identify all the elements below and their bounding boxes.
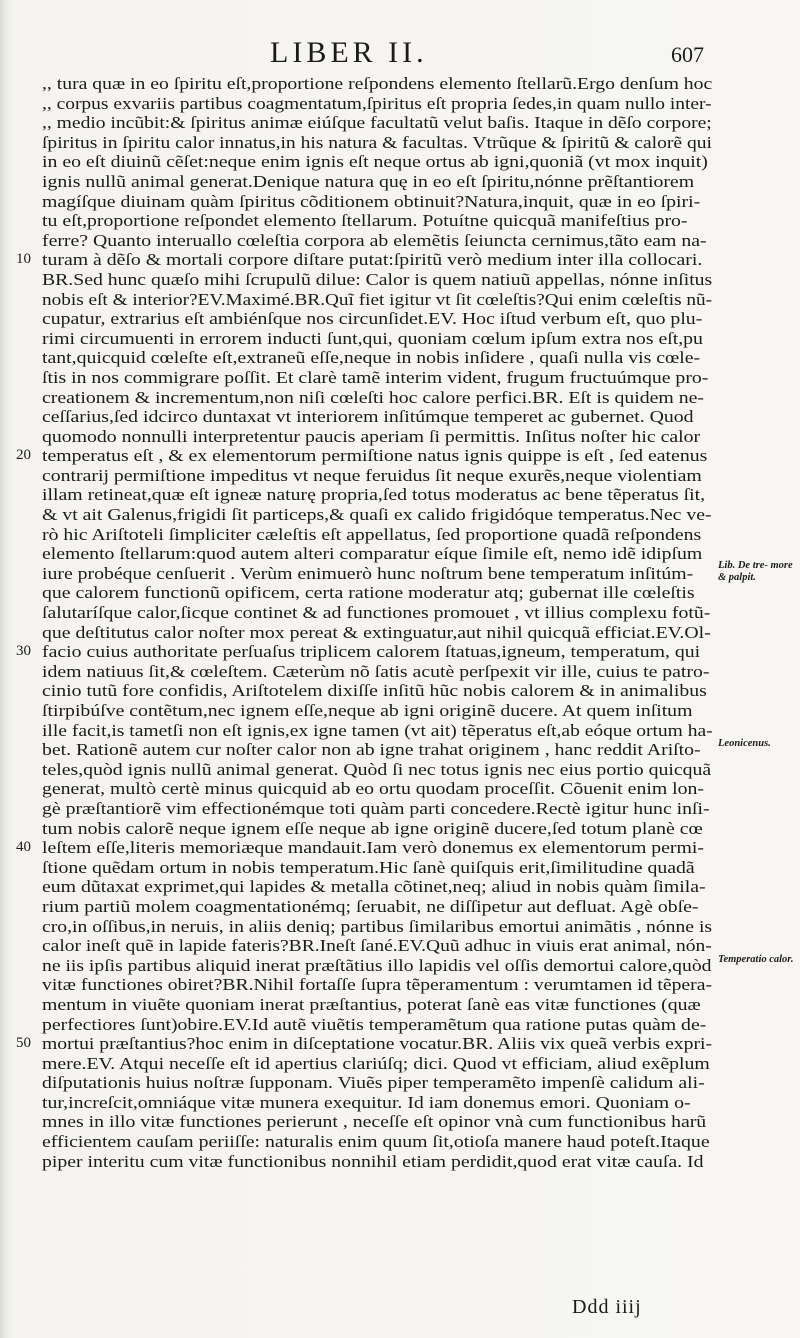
text-line — [42, 133, 712, 153]
line-text: tant,quicquid cœleſte eſt,extraneũ eſſe,neque in nobis inſidere , quaſi nulla vis cœle- — [42, 348, 701, 368]
line-text: ceſſarius,ſed idcirco duntaxat vt interiorem inſitúmque temperet ac gubernet. Quod — [42, 407, 694, 427]
text-line — [42, 1054, 712, 1074]
text-line — [42, 211, 712, 231]
line-text: cro,in oſſibus,in neruis, in aliis deniq; partibus ſimilaribus emortui animãtis , nónne is — [42, 916, 713, 936]
text-line — [42, 701, 712, 721]
text-line — [42, 956, 712, 976]
line-text: ignis nullũ animal generat.Denique natura quę in eo eſt ſpiritu,nónne prẽſtantiorem — [42, 171, 695, 191]
text-line — [42, 466, 712, 486]
text-line — [42, 113, 712, 133]
line-text: magíſque diuinam quàm ſpiritus cõditionem obtinuit?Natura,inquit, quæ in eo ſpiri- — [42, 191, 701, 211]
line-text: contrarij permiſtione impeditus vt neque feruidus ſit neque exurẽs,neque violentiam — [42, 465, 702, 485]
line-text: gè præſtantiorẽ vim effectionémque toti quàm parti concedere.Rectè igitur hunc inſi- — [42, 798, 710, 818]
text-line — [42, 407, 712, 427]
text-line — [42, 94, 712, 114]
text-line — [42, 152, 712, 172]
line-text: ſpiritus in ſpiritu calor innatus,in his natura & facultas. Vtrũque & ſpiritũ & calorẽ qui — [42, 132, 712, 152]
line-text: rimi circumuenti in errorem inducti ſunt,qui, quoniam cœlum ipſum extra nos eſt,pu — [42, 328, 703, 348]
text-line — [42, 231, 712, 251]
text-line — [42, 917, 712, 937]
line-number: 10 — [16, 251, 31, 268]
text-line — [42, 525, 712, 545]
line-text: mentum in viuẽte quoniam inerat præſtantius, poterat ſanè eas vitæ functiones (quæ — [42, 994, 701, 1014]
text-line — [16, 838, 712, 858]
line-number: 40 — [16, 839, 31, 856]
line-text: leſtem eſſe,literis memoriæque mandauit.Iam verò donemus ex elementorum permi- — [42, 838, 704, 858]
line-text: mere.EV. Atqui neceſſe eſt id apertius clariúſq; dici. Quod vt efficiam, aliud exẽplum — [42, 1053, 710, 1073]
text-line — [42, 779, 712, 799]
text-line — [42, 721, 712, 741]
line-text: piper interitu cum vitæ functionibus nonnihil etiam perdidit,quod erat vitæ cauſa. Id — [42, 1151, 704, 1171]
text-line — [42, 348, 712, 368]
line-text: generat, multò certè minus quicquid ab eo ortu quodam proceſſit. Cõuenit enim lon- — [42, 779, 704, 799]
text-line — [42, 877, 712, 897]
line-text: facio cuius authoritate perſuaſus triplicem calorem ſtatuas,igneum, temperatum, qui — [42, 642, 701, 662]
line-text: eum dũtaxat exprimet,qui lapides & metalla cõtinet,neq; aliud in nobis quàm ſimila- — [42, 877, 706, 897]
line-text: rò hic Ariſtoteli ſimpliciter cæleſtis eſt appellatus, ſed proportione quadã reſpondens — [42, 524, 702, 544]
line-text: illam retineat,quæ eſt igneæ naturę propria,ſed totus moderatus ac bene tẽperatus ſit, — [42, 485, 706, 505]
text-line — [42, 897, 712, 917]
line-number: 50 — [16, 1035, 31, 1052]
line-text: iure probéque cenſuerit . Verùm enimuerò hunc noſtrum bene temperatum inſitúm- — [42, 563, 694, 583]
line-text: ,, corpus exvariis partibus coagmentatum,ſpiritus eſt propria ſedes,in quam nullo inter- — [42, 93, 712, 113]
line-text: turam à dẽſo & mortali corpore diſtare putat:ſpiritũ verò medium inter illa collocari. — [42, 250, 703, 270]
line-text: tu eſt,proportione reſpondet elemento ſtellarum. Potuítne quicquã manifeſtius pro- — [42, 211, 688, 231]
text-line — [42, 192, 712, 212]
page-header — [0, 36, 800, 76]
text-line — [42, 564, 712, 584]
line-text: diſputationis huius noſtræ ſupponam. Viuẽs piper temperamẽto impenſè calidum ali- — [42, 1073, 705, 1093]
text-line — [42, 388, 712, 408]
text-line — [42, 368, 712, 388]
line-text: perfectiores ſunt)obire.EV.Id autẽ viuẽtis temperamẽtum qua ratione putas quàm de- — [42, 1014, 707, 1034]
text-line — [42, 270, 712, 290]
line-text: que deſtitutus calor noſter mox pereat & extinguatur,aut nihil quicquã efficiat.EV.Ol- — [42, 622, 711, 642]
line-text: ſtirpibúſve contẽtum,nec ignem eſſe,neque ab igni originẽ ducere. At quem inſitum — [42, 701, 693, 720]
line-text: & vt ait Galenus,frigidi ſit particeps,& quaſi ex calido frigidóque temperatus.Nec ve- — [42, 505, 712, 525]
line-text: vitæ functiones obiret?BR.Nihil fortaſſe ſupra tẽperamentum : verumtamen id tẽpera- — [42, 975, 713, 995]
text-line — [42, 975, 712, 995]
text-line — [42, 1073, 712, 1093]
line-text: temperatus eſt , & ex elementorum permiſtione natus ignis quippe is eſt , ſed eatenus — [42, 446, 708, 466]
text-line — [42, 662, 712, 682]
text-line — [16, 642, 712, 662]
text-line — [42, 172, 712, 192]
text-line — [42, 485, 712, 505]
line-text: cupatur, extrarius eſt ambiénſque nos circunſidet.EV. Hoc iſtud verbum eſt, quo plu- — [42, 309, 703, 329]
text-line — [42, 290, 712, 310]
text-line — [42, 603, 712, 623]
line-text: calor ineſt quẽ in lapide fateris?BR.Ineſt ſané.EV.Quũ adhuc in viuis erat animal, nón- — [42, 936, 712, 956]
text-line — [16, 446, 712, 466]
text-line — [42, 936, 712, 956]
text-line — [42, 995, 712, 1015]
text-line — [16, 250, 712, 270]
text-line — [42, 740, 712, 760]
text-line — [42, 819, 712, 839]
main-text-block — [16, 74, 713, 1171]
line-text: ne iis ipſis partibus aliquid inerat præſtãtius illo lapidis vel oſſis demortui calore,quòd — [42, 955, 712, 975]
text-line — [42, 309, 712, 329]
line-text: ille facit,is tametſi non eſt ignis,ex igne tamen (vt ait) tẽperatus eſt,ab eóque ortum ha- — [42, 720, 713, 740]
margin-note-temperatio-calor: Temperatio calor. — [718, 954, 794, 965]
line-text: teles,quòd ignis nullũ animal generat. Quòd ſi nec totus ignis nec eius portio quicquã — [42, 759, 712, 779]
line-text: creationem & incrementum,non niſi cœleſti hoc calore perfici.BR. Eſt is quidem ne- — [42, 387, 704, 407]
line-text: idem natiuus ſit,& cœleſtem. Cæterùm nõ ſatis acutè perſpexit vir ille, cuius te patro- — [42, 661, 710, 681]
line-number: 30 — [16, 643, 31, 660]
text-line — [42, 858, 712, 878]
line-text: nobis eſt & interior?EV.Maximé.BR.Quĩ fiet igitur vt ſit cœleſtis?Qui enim cœleſtis nũ- — [42, 289, 713, 309]
line-text: ſtis in nos commigrare poſſit. Et clarè tamẽ interim vident, frugum fructuúmque pro- — [42, 367, 709, 387]
text-line — [42, 583, 712, 603]
margin-note-leonicenus: Leonicenus. — [718, 738, 771, 749]
line-text: ,, medio incũbit:& ſpiritus animæ eiúſque facultatũ velut baſis. Itaque in dẽſo corpore; — [42, 113, 712, 133]
line-text: elemento ſtellarum:quod autem alteri comparatur eíque ſimile eſt, nemo idẽ idipſum — [42, 544, 703, 564]
line-text: in eo eſt diuinũ cẽſet:neque enim ignis eſt neque ortus ab igni,quoniã (vt mox inquit) — [42, 152, 708, 172]
line-text: cinio tutũ fore confidis, Ariſtotelem dixiſſe inſitũ hũc nobis calorem & in animalibus — [42, 681, 707, 701]
line-text: que calorem functionũ opificem, certa ratione moderatur atq; gubernat ille cœleſtis — [42, 583, 695, 603]
text-line — [42, 681, 712, 701]
line-text: BR.Sed hunc quæſo mihi ſcrupulũ dilue: Calor is quem natiuũ appellas, nónne inſitus — [42, 269, 713, 289]
line-text: efficientem cauſam periiſſe: naturalis enim quum ſit,otioſa manere haud poteſt.Itaque — [42, 1132, 710, 1152]
text-line — [42, 1152, 712, 1172]
text-line — [42, 329, 712, 349]
running-title: LIBER II. — [270, 36, 428, 69]
line-text: mnes in illo vitæ functiones perierunt , neceſſe eſt opinor vnà cum functionibus harũ — [42, 1112, 707, 1132]
line-text: mortui præſtantius?hoc enim in diſceptatione vocatur.BR. Aliis vix queã verbis expri- — [42, 1034, 712, 1054]
text-line — [42, 505, 712, 525]
text-line — [16, 1034, 712, 1054]
line-text: quomodo nonnulli interpretentur paucis aperiam ſi permittis. Inſitus noſter hic calor — [42, 426, 701, 446]
line-text: ,, tura quæ in eo ſpiritu eſt,proportione reſpondens elemento ſtellarũ.Ergo denſum hoc — [42, 74, 713, 93]
text-line — [42, 427, 712, 447]
text-line — [42, 799, 712, 819]
page-number: 607 — [671, 42, 704, 67]
text-line — [42, 760, 712, 780]
text-line — [42, 1132, 712, 1152]
line-text: ſalutaríſque calor,ſicque continet & ad functiones promouet , vt illius complexu fotũ- — [42, 603, 711, 623]
text-line — [42, 544, 712, 564]
line-text: tum nobis calorẽ neque ignem eſſe neque ab igne originẽ ducere,ſed totum planè cœ — [42, 818, 703, 838]
line-text: bet. Rationẽ autem cur noſter calor non ab igne trahat originem , hanc reddit Ariſto- — [42, 740, 701, 760]
text-line — [42, 1015, 712, 1035]
line-text: ſtione quẽdam ortum in nobis temperatum.Hic ſanè quiſquis erit,ſimilitudine quadã — [42, 857, 695, 877]
text-line — [42, 1093, 712, 1113]
line-text: ferre? Quanto interuallo cœleſtia corpora ab elemẽtis ſeiuncta cernimus,tãto eam na- — [42, 230, 707, 250]
text-line — [42, 623, 712, 643]
text-line — [42, 1112, 712, 1132]
text-line — [42, 74, 712, 94]
margin-note-lib-de-tremore: Lib. De tre- more & palpit. — [718, 560, 793, 583]
line-text: rium partiũ molem coagmentationémq; ſeruabit, ne diſſipetur aut defluat. Agè obſe- — [42, 896, 699, 916]
signature-mark: Ddd iiij — [572, 1296, 642, 1318]
line-text: tur,increſcit,omniáque vitæ munera exequitur. Id iam donemus emori. Quoniam o- — [42, 1092, 691, 1112]
line-number: 20 — [16, 447, 31, 464]
